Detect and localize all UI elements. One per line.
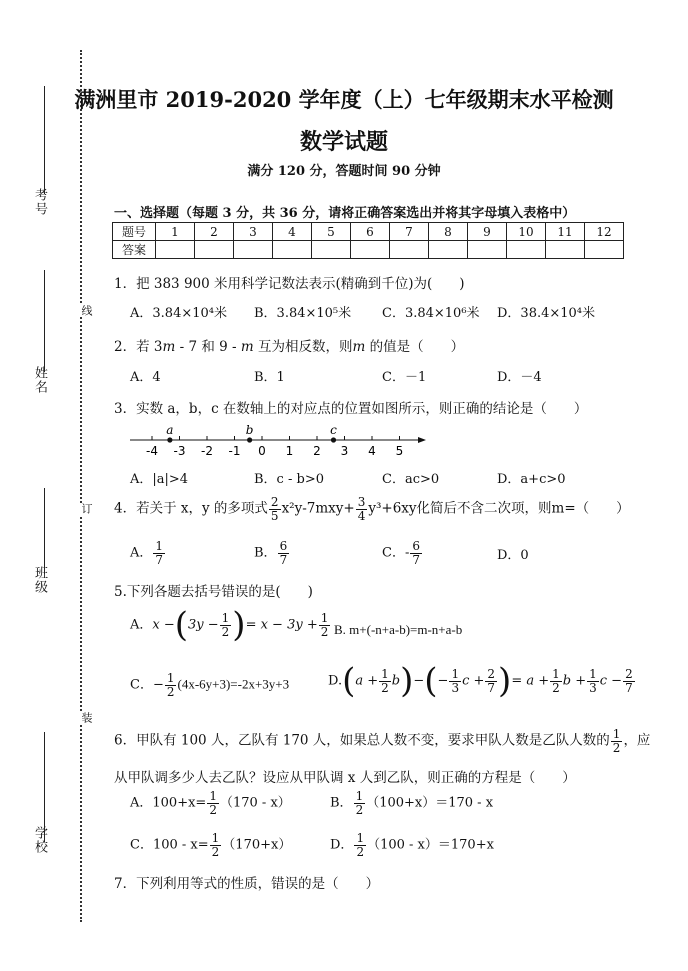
table-cell: 7	[390, 223, 429, 241]
table-cell: 2	[195, 223, 234, 241]
table-cell: 3	[234, 223, 273, 241]
q6-option-c: C．100 - x= $\frac{1}{2}$ （170+x）	[130, 831, 292, 859]
q1-option-d: D．38.4×10⁴米	[497, 306, 596, 321]
q5-option-d: D.(a + $\frac{1}{2}$ b)−(− $\frac{1}{3}$ c + $\frac{2}{7}$ )= a + $\frac{1}{2}$ b + $\frac{1}{3}$ c − $\frac{2}{7}$	[328, 661, 633, 701]
school-underline[interactable]	[44, 732, 45, 842]
number-line-tick-label: 0	[258, 444, 266, 458]
number-line-tick-label: 4	[368, 444, 376, 458]
table-cell: 9	[468, 223, 507, 241]
bind-mark: 订	[80, 503, 93, 515]
q2-option-a: A．4	[130, 370, 161, 385]
number-line-tick-label: 3	[340, 444, 349, 458]
q5-stem: 5.下列各题去括号错误的是( )	[114, 584, 313, 600]
row-label: 答案	[113, 241, 156, 259]
q4-option-b: B． $\frac{6}{7}$	[254, 539, 288, 567]
answer-cell[interactable]	[234, 241, 273, 259]
q5-option-c: C．− $\frac{1}{2}$ (4x-6y+3)=-2x+3y+3	[130, 671, 290, 699]
q1-option-c: C．3.84×10⁶米	[382, 306, 480, 321]
table-cell: 11	[546, 223, 585, 241]
q4-option-a: A． $\frac{1}{7}$	[130, 539, 164, 567]
class-label: 班级	[32, 566, 47, 594]
answer-cell[interactable]	[429, 241, 468, 259]
answer-cell[interactable]	[351, 241, 390, 259]
section-heading: 一、选择题（每题 3 分，共 36 分，请将正确答案选出并将其字母填入表格中）	[114, 206, 576, 221]
q6-stem-line1: 6．甲队有 100 人，乙队有 170 人，如果总人数不变，要求甲队人数是乙队人数的 $\frac{1}{2}$ ，应	[114, 727, 651, 755]
number-line-tick-label: -3	[173, 444, 186, 458]
q5-option-a: A．x −(3y − $\frac{1}{2}$ )= x − 3y + $\frac{1}{2}$	[130, 605, 329, 645]
question-number-row	[113, 223, 624, 241]
number-line-arrow	[418, 437, 426, 443]
q6-option-b: B． $\frac{1}{2}$ （100+x）＝170 - x	[330, 789, 494, 817]
q7-stem: 7．下列利用等式的性质，错误的是（ ）	[114, 876, 380, 892]
q3-stem: 3．实数 a，b，c 在数轴上的对应点的位置如图所示，则正确的结论是（ ）	[114, 401, 588, 417]
q2-option-b: B．1	[254, 370, 285, 385]
answer-cell[interactable]	[273, 241, 312, 259]
q1-option-a: A．3.84×10⁴米	[130, 306, 227, 321]
q4-stem: 4．若关于 x，y 的多项式 $\frac{2}{5}$ x²y-7mxy+ $\frac{3}{4}$ y³+6xy化简后不含二次项，则m=（ ）	[114, 495, 630, 523]
answer-cell[interactable]	[507, 241, 546, 259]
exam-no-label: 考号	[32, 188, 47, 216]
q4-option-d: D．0	[497, 548, 529, 563]
number-line-point-label: b	[245, 423, 254, 437]
q5-option-b: B. m+(-n+a-b)=m-n+a-b	[334, 622, 463, 637]
number-line-point-b	[247, 437, 252, 442]
q3-option-b: B．c - b>0	[254, 472, 324, 487]
q4-option-c: C．- $\frac{6}{7}$	[382, 539, 420, 567]
q3-option-c: C．ac>0	[382, 472, 440, 487]
q1-stem: 1．把 383 900 米用科学记数法表示(精确到千位)为( )	[114, 276, 465, 292]
q3-option-a: A．|a|>4	[130, 472, 189, 487]
table-cell: 12	[585, 223, 624, 241]
name-label: 姓名	[32, 366, 47, 394]
table-cell: 8	[429, 223, 468, 241]
binding-dotted-line	[80, 50, 82, 922]
line-mark: 线	[80, 305, 93, 317]
row-label: 题号	[113, 223, 156, 241]
table-cell: 5	[312, 223, 351, 241]
answer-table	[112, 222, 624, 259]
score-info: 满分 120 分，答题时间 90 分钟	[247, 164, 441, 179]
table-cell: 10	[507, 223, 546, 241]
name-underline[interactable]	[44, 270, 45, 372]
answer-cell[interactable]	[546, 241, 585, 259]
number-line-point-label: a	[166, 423, 174, 437]
fraction: $\frac{3}{4}$	[357, 495, 366, 523]
answer-row	[113, 241, 624, 259]
q6-option-a: A．100+x= $\frac{1}{2}$ （170 - x）	[130, 789, 291, 817]
seal-mark: 装	[80, 712, 93, 724]
number-line-point-c	[331, 437, 336, 442]
answer-cell[interactable]	[195, 241, 234, 259]
number-line-figure	[126, 420, 426, 460]
number-line-tick-label: 2	[313, 444, 321, 458]
q2-option-d: D．－4	[497, 370, 542, 385]
number-line-tick-label: -2	[201, 444, 213, 458]
q6-option-d: D． $\frac{1}{2}$ （100 - x）＝170+x	[330, 831, 494, 859]
answer-cell[interactable]	[585, 241, 624, 259]
number-line-point-label: c	[330, 423, 337, 437]
answer-cell[interactable]	[156, 241, 195, 259]
answer-cell[interactable]	[312, 241, 351, 259]
number-line-tick-label: 1	[285, 444, 294, 458]
q1-option-b: B．3.84×10⁵米	[254, 306, 352, 321]
number-line-point-a	[167, 437, 172, 442]
number-line-tick-label: -4	[146, 444, 158, 458]
answer-cell[interactable]	[390, 241, 429, 259]
fraction: $\frac{2}{5}$	[270, 495, 279, 523]
q3-option-d: D．a+c>0	[497, 472, 566, 487]
school-label: 学校	[32, 826, 47, 854]
number-line-tick-label: -1	[228, 444, 241, 458]
table-cell: 1	[156, 223, 195, 241]
exam-title: 满洲里市 2019-2020 学年度（上）七年级期末水平检测	[74, 87, 614, 112]
q2-option-c: C．－1	[382, 370, 427, 385]
table-cell: 6	[351, 223, 390, 241]
answer-cell[interactable]	[468, 241, 507, 259]
class-underline[interactable]	[44, 488, 45, 574]
number-line-tick-label: 5	[395, 444, 404, 458]
q2-stem: 2．若 3m - 7 和 9 - m 互为相反数，则m 的值是（ ）	[114, 339, 465, 355]
table-cell: 4	[273, 223, 312, 241]
q6-stem-line2: 从甲队调多少人去乙队？设应从甲队调 x 人到乙队，则正确的方程是（ ）	[114, 770, 576, 786]
subject-title: 数学试题	[299, 129, 388, 155]
